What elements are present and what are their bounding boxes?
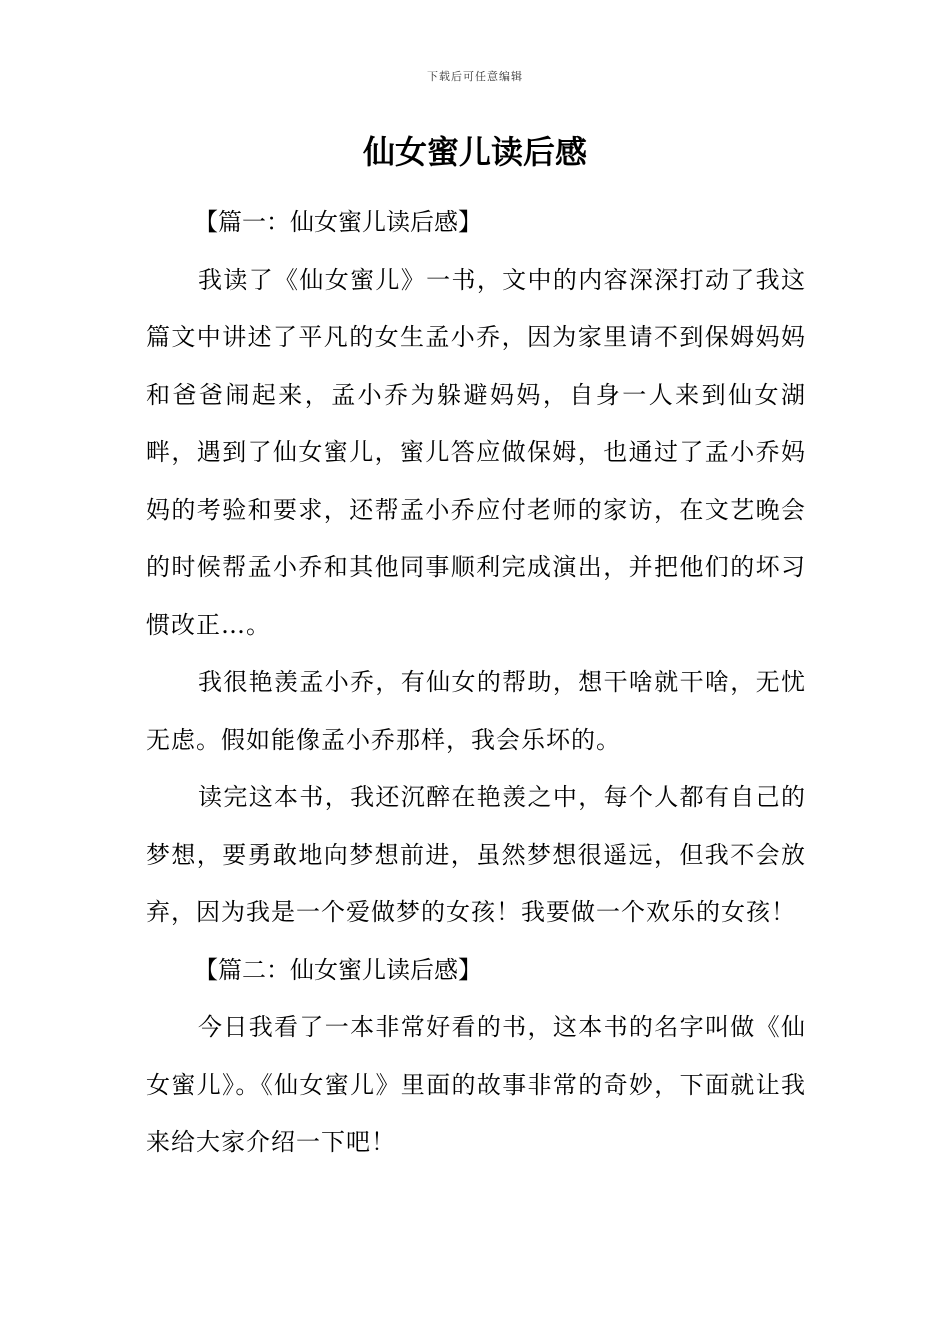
paragraph: 读完这本书，我还沉醉在艳羡之中，每个人都有自己的梦想，要勇敢地向梦想前进，虽然梦想很遥远，但我不会放弃，因为我是一个爱做梦的女孩！我要做一个欢乐的女孩！: [146, 783, 806, 926]
document-title: 仙女蜜儿读后感: [362, 133, 587, 171]
section-heading: 【篇一：仙女蜜儿读后感】: [194, 208, 482, 236]
page-header-note: 下载后可任意编辑: [427, 70, 523, 83]
paragraph: 我很艳羡孟小乔，有仙女的帮助，想干啥就干啥，无忧无虑。假如能像孟小乔那样，我会乐坏的。: [146, 668, 806, 754]
paragraph: 今日我看了一本非常好看的书，这本书的名字叫做《仙女蜜儿》。《仙女蜜儿》里面的故事非常的奇妙，下面就让我来给大家介绍一下吧！: [146, 1013, 806, 1156]
section-heading: 【篇二：仙女蜜儿读后感】: [194, 955, 482, 984]
paragraph: 我读了《仙女蜜儿》一书，文中的内容深深打动了我这篇文中讲述了平凡的女生孟小乔，因为家里请不到保姆妈妈和爸爸闹起来，孟小乔为躲避妈妈，自身一人来到仙女湖畔，遇到了仙女蜜儿，蜜儿答应做保姆，也通过了孟小乔妈妈的考验和要求，还帮孟小乔应付老师的家访，在文艺晚会的时候帮孟小乔和其他同事顺利完成演出，并把他们的坏习惯改正…。: [146, 265, 806, 639]
section-2: [146, 942, 806, 1172]
section-1: [146, 194, 806, 942]
document-body: [146, 194, 806, 1172]
